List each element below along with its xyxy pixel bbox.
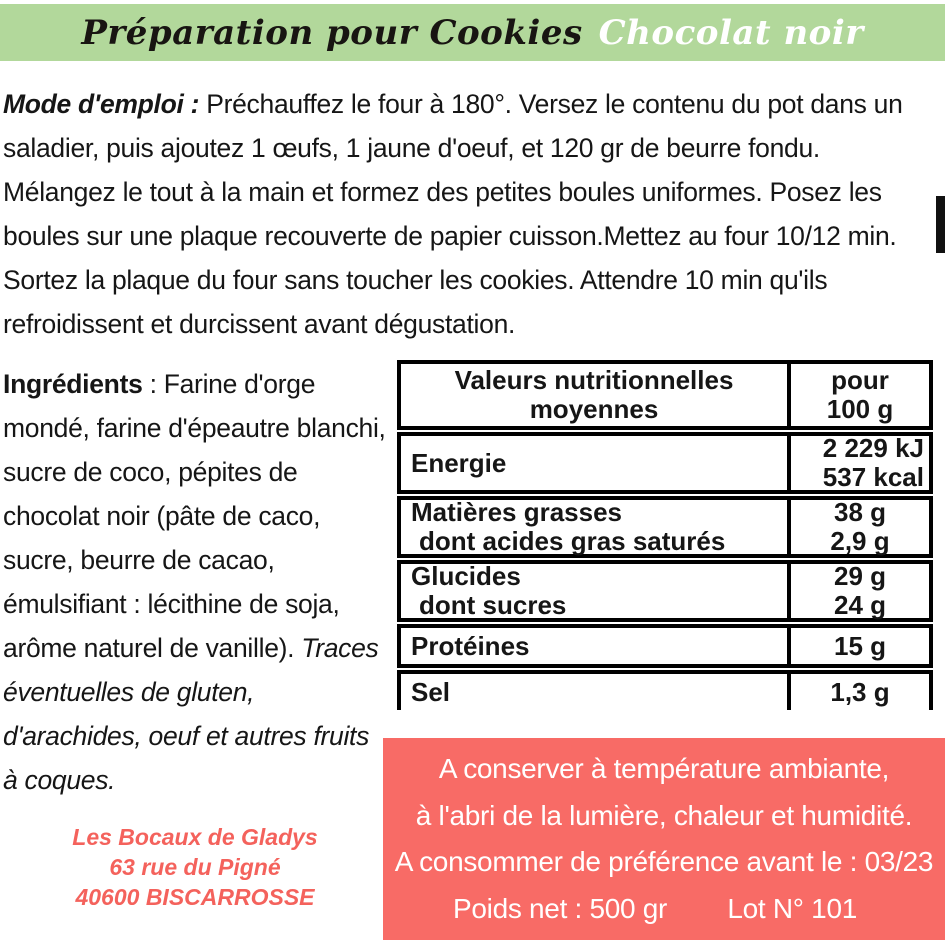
best-before-line: A consommer de préférence avant le : 03/23 (394, 846, 934, 877)
row-value: 15 g (833, 630, 887, 661)
ingredients-allergen-note: Traces éventuelles de gluten, d'arachides, oeuf et autres fruits à coques. (3, 633, 379, 795)
instructions-section (3, 82, 935, 346)
product-title: Préparation pour Cookies (81, 12, 583, 53)
storage-line-2: à l'abri de la lumière, chaleur et humidité. (415, 799, 913, 831)
storage-line-1: A conserver à température ambiante, (438, 753, 890, 784)
ingredients-text: : Farine d'orge mondé, farine d'épeautre blanchi, sucre de coco, pépites de chocolat noir (pâte de caco, sucre, beurre de cacao, émulsifiant : lécithine de soja, arôme naturel de vanille). (3, 369, 386, 663)
lot-number: Lot N° 101 (727, 892, 857, 924)
table-row-energie (397, 432, 933, 494)
row-value: 29 g 24 g (833, 561, 887, 620)
product-variant: Chocolat noir (598, 12, 864, 53)
row-label: Energie (401, 436, 791, 490)
instructions-text-2: Sortez la plaque du four sans toucher les cookies. Attendre 10 min qu'ils refroidissent et durcissent avant dégustation. (3, 265, 828, 339)
ingredients-section (3, 362, 387, 802)
nutrition-table (397, 360, 933, 710)
nutrition-header-unit: pour 100 g (826, 365, 894, 424)
producer-city: 40600 BISCARROSSE (75, 884, 315, 910)
ingredients-paragraph (3, 362, 387, 802)
row-label: Sel (401, 674, 791, 710)
row-label: Protéines (401, 628, 791, 664)
instructions-paragraph (3, 82, 935, 346)
table-row-matieres-grasses (397, 496, 933, 558)
table-row-glucides (397, 560, 933, 622)
producer-name: Les Bocaux de Gladys (72, 824, 318, 850)
edge-artifact (936, 196, 945, 253)
storage-box (383, 738, 945, 940)
row-value: 1,3 g (830, 676, 890, 707)
ingredients-label: Ingrédients (3, 369, 143, 399)
producer-street: 63 rue du Pigné (109, 854, 281, 880)
producer-address (30, 822, 360, 912)
nutrition-header-label: Valeurs nutritionnelles moyennes (401, 364, 791, 426)
instructions-label: Mode d'emploi : (3, 89, 200, 119)
row-label: Glucides dont sucres (401, 564, 791, 618)
header-banner (0, 4, 945, 61)
instructions-text-1: Préchauffez le four à 180°. Versez le contenu du pot dans un saladier, puis ajoutez 1 œufs, 1 jaune d'oeuf, et 120 gr de beurre fondu. Mélangez le tout à la main et formez des petites boules uniformes. Posez les boules sur une plaque recouverte de papier cuisson.Mettez au four 10/12 min. (3, 89, 903, 251)
row-value: 38 g 2,9 g (830, 497, 890, 556)
table-row-sel (397, 670, 933, 710)
nutrition-header-row (397, 360, 933, 430)
net-weight: Poids net : 500 gr (453, 892, 668, 924)
weight-lot-row (383, 886, 945, 933)
table-row-proteines (397, 624, 933, 668)
row-label: Matières grasses dont acides gras saturés (401, 500, 791, 554)
row-value: 2 229 kJ 537 kcal (822, 433, 924, 492)
